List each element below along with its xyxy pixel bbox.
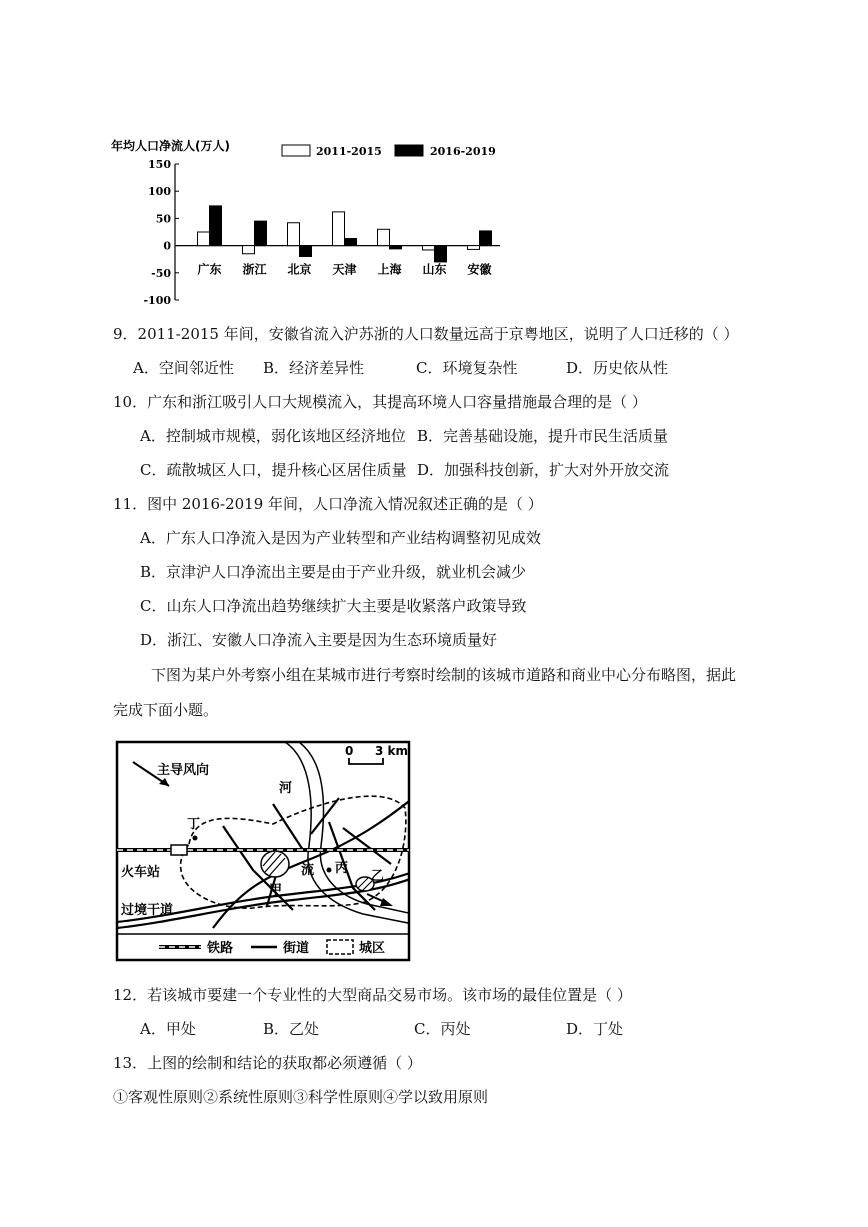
point-ding xyxy=(193,836,198,841)
q12-option-c[interactable]: C．丙处 xyxy=(414,1020,471,1038)
q13-options[interactable]: ①客观性原则②系统性原则③科学性原则④学以致用原则 xyxy=(113,1088,489,1106)
chart-axes xyxy=(143,158,500,307)
q9-option-c[interactable]: C．环境复杂性 xyxy=(416,359,518,377)
x-tick-label: 浙江 xyxy=(242,262,267,277)
q12-option-d[interactable]: D．丁处 xyxy=(566,1020,624,1038)
legend-rail-label: 铁路 xyxy=(207,941,234,956)
bar-2016-2019 xyxy=(255,221,267,245)
x-tick-label: 天津 xyxy=(332,262,357,277)
bar-2016-2019 xyxy=(390,246,402,249)
chart-legend xyxy=(282,145,496,158)
bar-2011-2015 xyxy=(423,246,435,250)
legend-swatch-2011-2015 xyxy=(282,145,310,156)
q9-option-d[interactable]: D．历史依从性 xyxy=(566,359,669,377)
map-intro-line2: 完成下面小题。 xyxy=(113,701,219,719)
bar-2011-2015 xyxy=(243,246,255,254)
station-label: 火车站 xyxy=(121,865,161,880)
q10-stem: 10．广东和浙江吸引人口大规模流入，其提高环境人口容量措施最合理的是（ ） xyxy=(113,393,647,411)
bar-2016-2019 xyxy=(435,246,447,262)
legend-street-label: 街道 xyxy=(283,941,310,956)
legend-label-2011-2015: 2011-2015 xyxy=(316,145,382,158)
bar-2011-2015 xyxy=(198,232,210,246)
legend-label-2016-2019: 2016-2019 xyxy=(430,145,496,158)
q10-option-b[interactable]: B．完善基础设施，提升市民生活质量 xyxy=(417,427,669,445)
bar-2016-2019 xyxy=(300,246,312,257)
map-intro-line1: 下图为某户外考察小组在某城市进行考察时绘制的该城市道路和商业中心分布略图，据此 xyxy=(151,666,737,684)
q12-option-b[interactable]: B．乙处 xyxy=(263,1020,320,1038)
q11-option-b[interactable]: B．京津沪人口净流出主要是由于产业升级，就业机会减少 xyxy=(140,563,527,581)
q10-option-c[interactable]: C．疏散城区人口，提升核心区居住质量 xyxy=(140,461,407,479)
population-bar-chart xyxy=(105,128,515,308)
q9-option-a[interactable]: A．空间邻近性 xyxy=(133,359,234,377)
q9-option-b[interactable]: B．经济差异性 xyxy=(263,359,365,377)
bar-2011-2015 xyxy=(468,246,480,250)
x-tick-label: 上海 xyxy=(377,262,402,277)
train-station-icon xyxy=(171,845,187,855)
q10-option-d[interactable]: D．加强科技创新，扩大对外开放交流 xyxy=(417,461,670,479)
flow-label: 流 xyxy=(301,863,315,878)
highway-label: 过境干道 xyxy=(121,903,174,918)
y-tick-label: 150 xyxy=(148,158,171,171)
x-tick-label: 北京 xyxy=(287,262,312,277)
x-tick-label: 山东 xyxy=(422,262,447,277)
bar-2011-2015 xyxy=(333,212,345,246)
bar-2016-2019 xyxy=(345,239,357,246)
ding-label: 丁 xyxy=(187,817,201,832)
chart-bars xyxy=(198,206,492,262)
legend-swatch-2016-2019 xyxy=(395,145,423,156)
river-label: 河 xyxy=(279,781,293,796)
q13-stem: 13．上图的绘制和结论的获取都必须遵循（ ） xyxy=(113,1054,422,1072)
yi-label: 乙 xyxy=(371,869,385,884)
scale-km: 3 km xyxy=(375,744,409,758)
bar-2011-2015 xyxy=(378,229,390,245)
y-tick-label: -100 xyxy=(143,294,171,307)
q12-stem: 12．若该城市要建一个专业性的大型商品交易市场。该市场的最佳位置是（ ） xyxy=(113,986,632,1004)
q10-option-a[interactable]: A．控制城市规模，弱化该地区经济地位 xyxy=(140,427,406,445)
x-tick-label: 广东 xyxy=(197,262,222,277)
legend-city-label: 城区 xyxy=(359,941,386,956)
q11-option-d[interactable]: D．浙江、安徽人口净流入主要是因为生态环境质量好 xyxy=(140,631,498,649)
q11-option-c[interactable]: C．山东人口净流出趋势继续扩大主要是收紧落户政策导致 xyxy=(140,597,527,615)
bar-2011-2015 xyxy=(288,223,300,246)
q12-option-a[interactable]: A．甲处 xyxy=(140,1020,196,1038)
chart-x-labels xyxy=(197,262,491,277)
bar-2016-2019 xyxy=(210,206,222,246)
q11-option-a[interactable]: A．广东人口净流入是因为产业转型和产业结构调整初见成效 xyxy=(140,529,541,547)
q9-stem: 9．2011-2015 年间，安徽省流入沪苏浙的人口数量远高于京粤地区，说明了人口迁移的（ ） xyxy=(113,325,739,343)
bar-2016-2019 xyxy=(480,231,492,246)
y-tick-label: -50 xyxy=(151,266,171,280)
city-road-map xyxy=(113,738,413,964)
y-tick-label: 50 xyxy=(155,212,171,226)
scale-zero: 0 xyxy=(345,744,354,758)
q11-stem: 11．图中 2016-2019 年间，人口净流入情况叙述正确的是（ ） xyxy=(113,495,543,513)
point-bing xyxy=(327,868,332,873)
y-tick-label: 0 xyxy=(163,239,171,253)
x-tick-label: 安徽 xyxy=(467,262,492,277)
y-axis-label: 年均人口净流人(万人) xyxy=(111,139,230,153)
wind-label: 主导风向 xyxy=(157,763,210,778)
y-tick-label: 100 xyxy=(148,185,171,199)
jia-label: 甲 xyxy=(269,883,283,898)
bing-label: 丙 xyxy=(335,861,349,876)
